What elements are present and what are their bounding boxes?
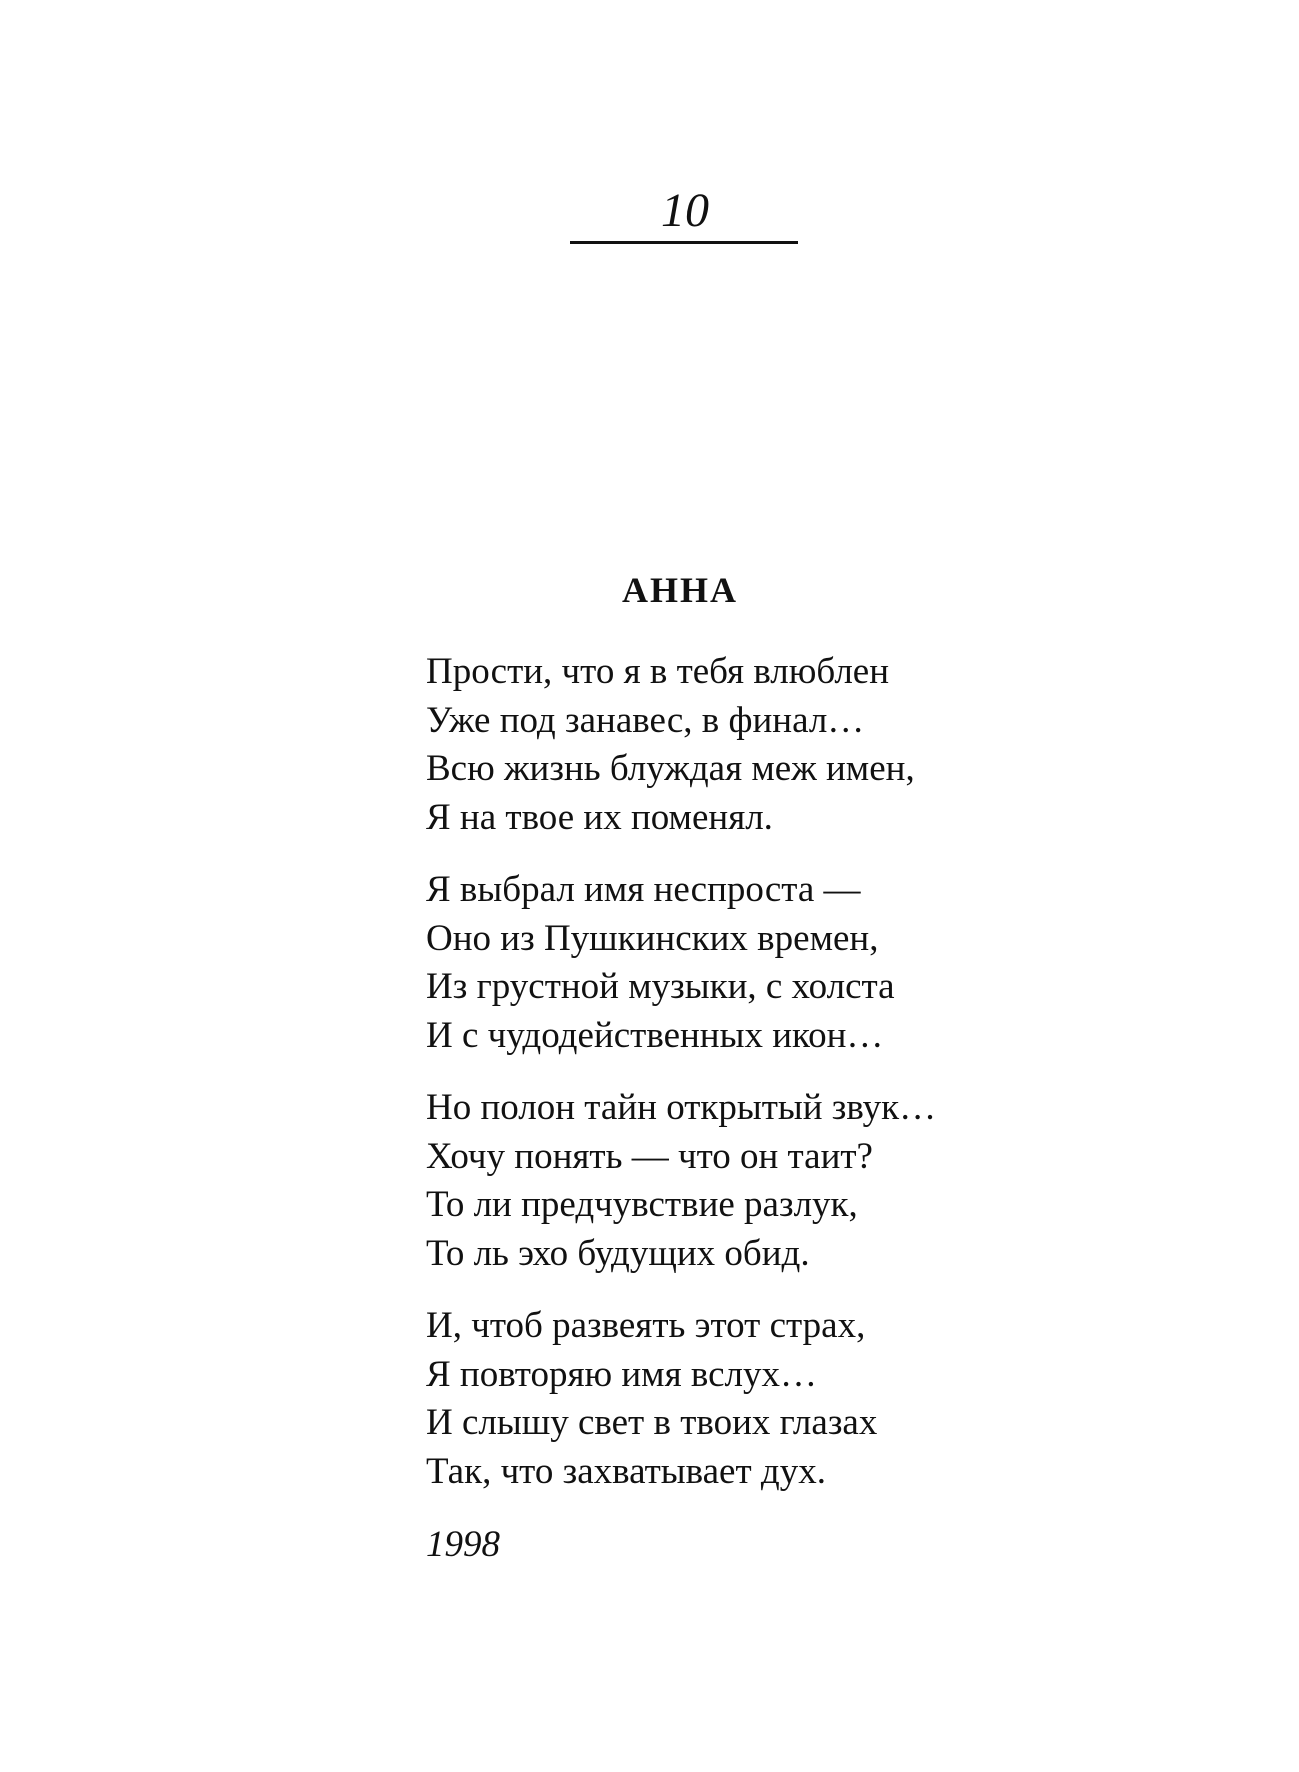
poem-line: Так, что захватывает дух. — [426, 1450, 826, 1492]
stanza-3 — [426, 1084, 1066, 1278]
poem-line: Я повторяю имя вслух… — [426, 1353, 817, 1395]
poem-line: Прости, что я в тебя влюблен — [426, 651, 890, 692]
page-number-rule — [570, 241, 798, 244]
poem-line: Хочу понять — что он таит? — [426, 1135, 873, 1177]
poem-body — [426, 648, 1066, 1520]
stanza-2 — [426, 866, 1066, 1060]
poem-line: То ли предчувствие разлук, — [426, 1184, 858, 1225]
poem-line: Но полон тайн открытый звук… — [426, 1087, 937, 1128]
poem-line: И с чудодейственных икон… — [426, 1014, 884, 1056]
poem-line: И, чтоб развеять этот страх, — [426, 1305, 866, 1346]
stanza-1 — [426, 648, 1066, 842]
poem-year: 1998 — [426, 1524, 500, 1565]
poem-line: Всю жизнь блуждая меж имен, — [426, 748, 915, 789]
poem-line: И слышу свет в твоих глазах — [426, 1402, 878, 1443]
stanza-4 — [426, 1302, 1066, 1496]
poem-title: АННА — [622, 570, 738, 610]
poem-line: Оно из Пушкинских времен, — [426, 917, 879, 959]
poem-line: Я выбрал имя неспроста — — [426, 869, 861, 910]
page-number: 10 — [661, 184, 709, 237]
poem-line: Уже под занавес, в финал… — [426, 699, 865, 741]
poem-line: Я на твое их поменял. — [426, 796, 773, 838]
poem-line: То ль эхо будущих обид. — [426, 1232, 810, 1274]
poem-line: Из грустной музыки, с холста — [426, 966, 895, 1007]
